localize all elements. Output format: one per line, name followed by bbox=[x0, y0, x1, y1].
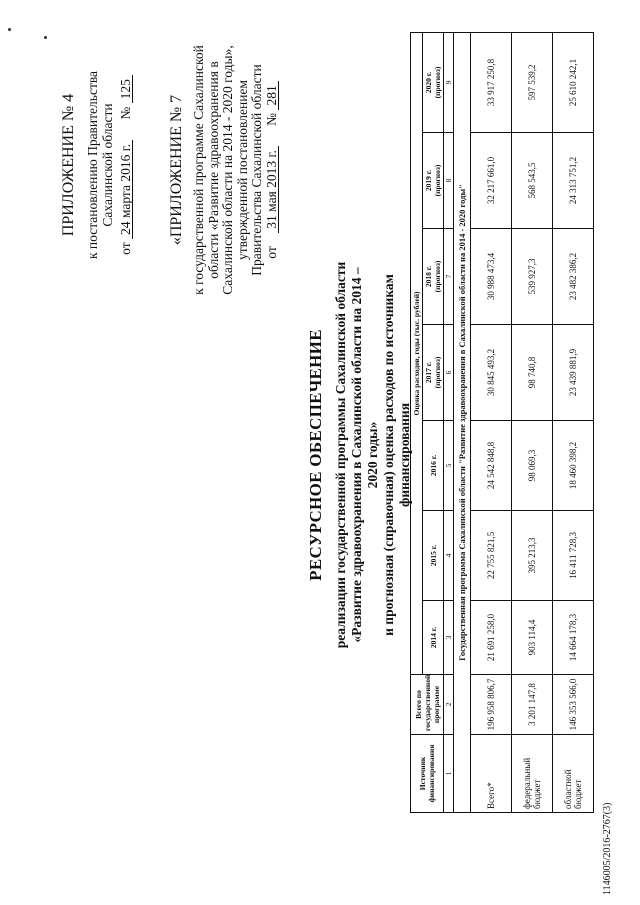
program-row-label: Государственная программа Сахалинской области "Развитие здравоохранения в Сахалинской области на 2014 - 2020 годы" bbox=[454, 32, 471, 812]
heading-line3: и прогнозная (справочная) оценка расходов по источникам финансирования bbox=[381, 274, 412, 636]
appendix-7-date: 31 мая 2013 г. bbox=[265, 146, 279, 233]
appendix-7-title: «ПРИЛОЖЕНИЕ № 7 bbox=[168, 94, 185, 246]
year-2015: 2015 г. bbox=[423, 511, 444, 601]
col-num: 4 bbox=[444, 511, 454, 601]
appendix-4-from: от bbox=[118, 242, 133, 255]
col-num: 8 bbox=[444, 133, 454, 229]
row-value: 539 927,3 bbox=[512, 229, 553, 325]
row-value: 25 610 242,1 bbox=[553, 32, 594, 132]
col-num: 2 bbox=[444, 675, 454, 735]
appendix-7-num-label: № bbox=[263, 112, 279, 126]
col-num: 6 bbox=[444, 325, 454, 421]
col-num: 1 bbox=[444, 735, 454, 813]
header-row bbox=[411, 32, 423, 812]
document-title: РЕСУРСНОЕ ОБЕСПЕЧЕНИЕ bbox=[306, 329, 325, 581]
header-source: Источник финансирования bbox=[411, 735, 444, 813]
row-value: 30 845 493,2 bbox=[471, 325, 512, 421]
appendix-4-title: ПРИЛОЖЕНИЕ № 4 bbox=[60, 93, 77, 237]
row-value: 30 988 473,4 bbox=[471, 229, 512, 325]
row-source: областной бюджет bbox=[553, 735, 594, 813]
year-2017: 2017 г. (прогноз) bbox=[423, 325, 444, 421]
col-num: 5 bbox=[444, 421, 454, 511]
appendix-4-date-line bbox=[119, 55, 134, 275]
row-value: 24 542 848,8 bbox=[471, 421, 512, 511]
table-row bbox=[553, 32, 594, 812]
row-value: 395 213,3 bbox=[512, 511, 553, 601]
row-source: Всего* bbox=[471, 735, 512, 813]
appendix-7-block bbox=[168, 30, 279, 310]
table-row bbox=[512, 32, 553, 812]
row-value: 22 755 821,5 bbox=[471, 511, 512, 601]
year-2018: 2018 г. (прогноз) bbox=[423, 229, 444, 325]
row-value: 21 691 258,0 bbox=[471, 601, 512, 675]
appendix-7-from: от bbox=[263, 246, 279, 259]
row-value: 16 411 728,3 bbox=[553, 511, 594, 601]
table-row bbox=[471, 32, 512, 812]
column-number-row bbox=[444, 32, 454, 812]
row-value: 33 917 250,8 bbox=[471, 32, 512, 132]
heading-line1: реализации государственной программы Сахалинской области bbox=[333, 261, 348, 649]
appendix-7-line2: области «Развитие здравоохранения в bbox=[205, 61, 221, 279]
col-num: 3 bbox=[444, 601, 454, 675]
appendix-7-line3: Сахалинской области на 2014 - 2020 годы», bbox=[220, 45, 235, 295]
appendix-4-num: 125 bbox=[119, 75, 133, 103]
row-value: 98 069,3 bbox=[512, 421, 553, 511]
resource-table bbox=[410, 32, 594, 813]
appendix-7-line4: утвержденной постановлением bbox=[234, 80, 250, 260]
appendix-4-date: 24 марта 2016 г. bbox=[119, 140, 133, 239]
appendix-7-line1: к государственной программе Сахалинской bbox=[191, 45, 206, 295]
row-value: 98 740,8 bbox=[512, 325, 553, 421]
appendix-7-line5: Правительства Сахалинской области bbox=[249, 64, 264, 276]
year-2020: 2020 г. (прогноз) bbox=[423, 32, 444, 132]
appendix-7-num: 281 bbox=[265, 81, 279, 109]
col-num: 7 bbox=[444, 229, 454, 325]
heading-line2: «Развитие здравоохранения в Сахалинской области на 2014 – 2020 годы» bbox=[349, 267, 380, 643]
year-2016: 2016 г. bbox=[423, 421, 444, 511]
row-total: 3 201 147,8 bbox=[512, 675, 553, 735]
year-2019: 2019 г. (прогноз) bbox=[423, 133, 444, 229]
program-row bbox=[454, 32, 471, 812]
appendix-4-line2: Сахалинской области bbox=[99, 103, 115, 227]
appendix-4-line1: к постановлению Правительства bbox=[85, 70, 100, 260]
document-heading bbox=[305, 255, 413, 655]
document-code: 1146005/2016-2767(3) bbox=[602, 802, 613, 895]
row-value: 18 460 398,2 bbox=[553, 421, 594, 511]
row-value: 568 543,5 bbox=[512, 133, 553, 229]
row-value: 23 439 881,9 bbox=[553, 325, 594, 421]
appendix-4-block bbox=[60, 55, 134, 275]
row-value: 903 114,4 bbox=[512, 601, 553, 675]
row-source: федеральный бюджет bbox=[512, 735, 553, 813]
header-total: Всего по государственной программе bbox=[411, 675, 444, 735]
header-estimate: Оценка расходов, годы (тыс. рублей) bbox=[411, 32, 423, 674]
appendix-7-date-line bbox=[265, 30, 280, 310]
row-value: 24 313 751,2 bbox=[553, 133, 594, 229]
col-num: 9 bbox=[444, 32, 454, 132]
row-total: 146 353 566,0 bbox=[553, 675, 594, 735]
row-value: 597 539,2 bbox=[512, 32, 553, 132]
row-value: 14 664 178,3 bbox=[553, 601, 594, 675]
row-value: 32 217 661,0 bbox=[471, 133, 512, 229]
row-value: 23 482 386,2 bbox=[553, 229, 594, 325]
appendix-4-num-label: № bbox=[118, 106, 133, 120]
row-total: 196 958 806,7 bbox=[471, 675, 512, 735]
year-2014: 2014 г. bbox=[423, 601, 444, 675]
